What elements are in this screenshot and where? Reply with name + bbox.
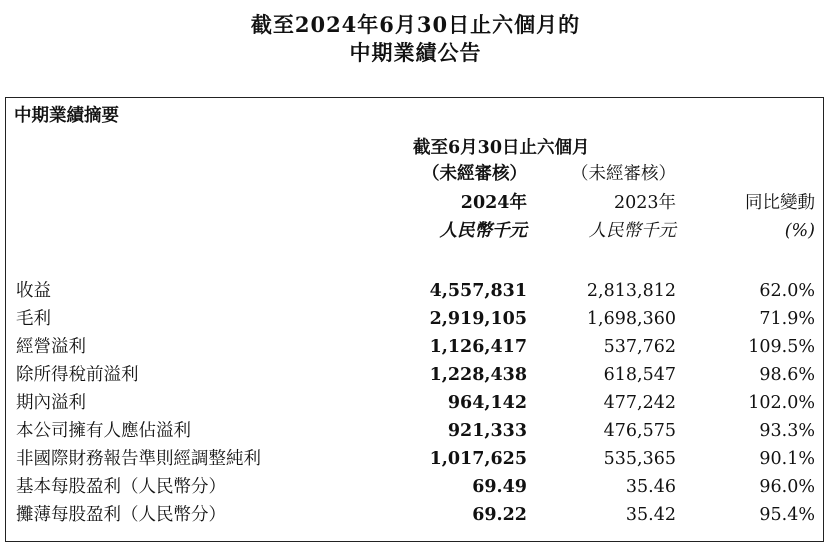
value-2024: 921,333 bbox=[447, 421, 527, 441]
value-2024: 69.22 bbox=[472, 505, 527, 525]
unit-2024-header: 人民幣千元 bbox=[439, 221, 527, 241]
row-label: 攤薄每股盈利（人民幣分） bbox=[16, 505, 226, 525]
document-subtitle: 中期業績公告 bbox=[349, 40, 482, 65]
unit-pct-header: (%) bbox=[784, 221, 815, 241]
change-pct: 102.0% bbox=[748, 393, 815, 413]
table-row bbox=[6, 278, 823, 304]
change-pct: 96.0% bbox=[759, 477, 815, 497]
row-label: 除所得稅前溢利 bbox=[16, 365, 139, 385]
year-2024-header: 2024年 bbox=[460, 193, 527, 213]
change-pct: 95.4% bbox=[759, 505, 815, 525]
table-row bbox=[6, 306, 823, 332]
table-row bbox=[6, 390, 823, 416]
document-title: 截至2024年6月30日止六個月的 bbox=[250, 12, 581, 37]
audit-2023-label: （未經審核） bbox=[571, 164, 676, 184]
value-2024: 1,228,438 bbox=[429, 365, 527, 385]
value-2023: 35.42 bbox=[625, 505, 676, 525]
year-2023-header: 2023年 bbox=[613, 193, 676, 213]
row-label: 本公司擁有人應佔溢利 bbox=[16, 421, 191, 441]
row-label: 毛利 bbox=[16, 309, 51, 329]
table-row bbox=[6, 474, 823, 500]
table-row bbox=[6, 418, 823, 444]
row-label: 基本每股盈利（人民幣分） bbox=[16, 477, 226, 497]
value-2024: 1,017,625 bbox=[429, 449, 527, 469]
period-header: 截至6月30日止六個月 bbox=[413, 138, 590, 158]
change-pct: 62.0% bbox=[759, 281, 815, 301]
value-2024: 4,557,831 bbox=[429, 281, 527, 301]
row-label: 收益 bbox=[16, 281, 51, 301]
value-2024: 1,126,417 bbox=[429, 337, 527, 357]
change-pct: 90.1% bbox=[759, 449, 815, 469]
table-row bbox=[6, 362, 823, 388]
section-title: 中期業績摘要 bbox=[14, 106, 119, 126]
row-label: 經營溢利 bbox=[16, 337, 86, 357]
table-row bbox=[6, 446, 823, 472]
value-2023: 1,698,360 bbox=[586, 309, 676, 329]
change-pct: 98.6% bbox=[759, 365, 815, 385]
value-2023: 535,365 bbox=[603, 449, 676, 469]
value-2024: 2,919,105 bbox=[429, 309, 527, 329]
unit-2023-header: 人民幣千元 bbox=[588, 221, 676, 241]
value-2023: 477,242 bbox=[603, 393, 676, 413]
table-row bbox=[6, 502, 823, 528]
change-pct: 71.9% bbox=[759, 309, 815, 329]
value-2023: 618,547 bbox=[603, 365, 676, 385]
value-2024: 69.49 bbox=[472, 477, 527, 497]
summary-table-box bbox=[5, 97, 824, 542]
table-row bbox=[6, 334, 823, 360]
change-pct: 93.3% bbox=[759, 421, 815, 441]
value-2023: 537,762 bbox=[603, 337, 676, 357]
value-2024: 964,142 bbox=[447, 393, 527, 413]
value-2023: 2,813,812 bbox=[586, 281, 676, 301]
value-2023: 35.46 bbox=[625, 477, 676, 497]
row-label: 期內溢利 bbox=[16, 393, 86, 413]
row-label: 非國際財務報告準則經調整純利 bbox=[16, 449, 261, 469]
change-header: 同比變動 bbox=[745, 193, 815, 213]
change-pct: 109.5% bbox=[748, 337, 815, 357]
value-2023: 476,575 bbox=[603, 421, 676, 441]
audit-2024-label: （未經審核） bbox=[422, 164, 527, 184]
